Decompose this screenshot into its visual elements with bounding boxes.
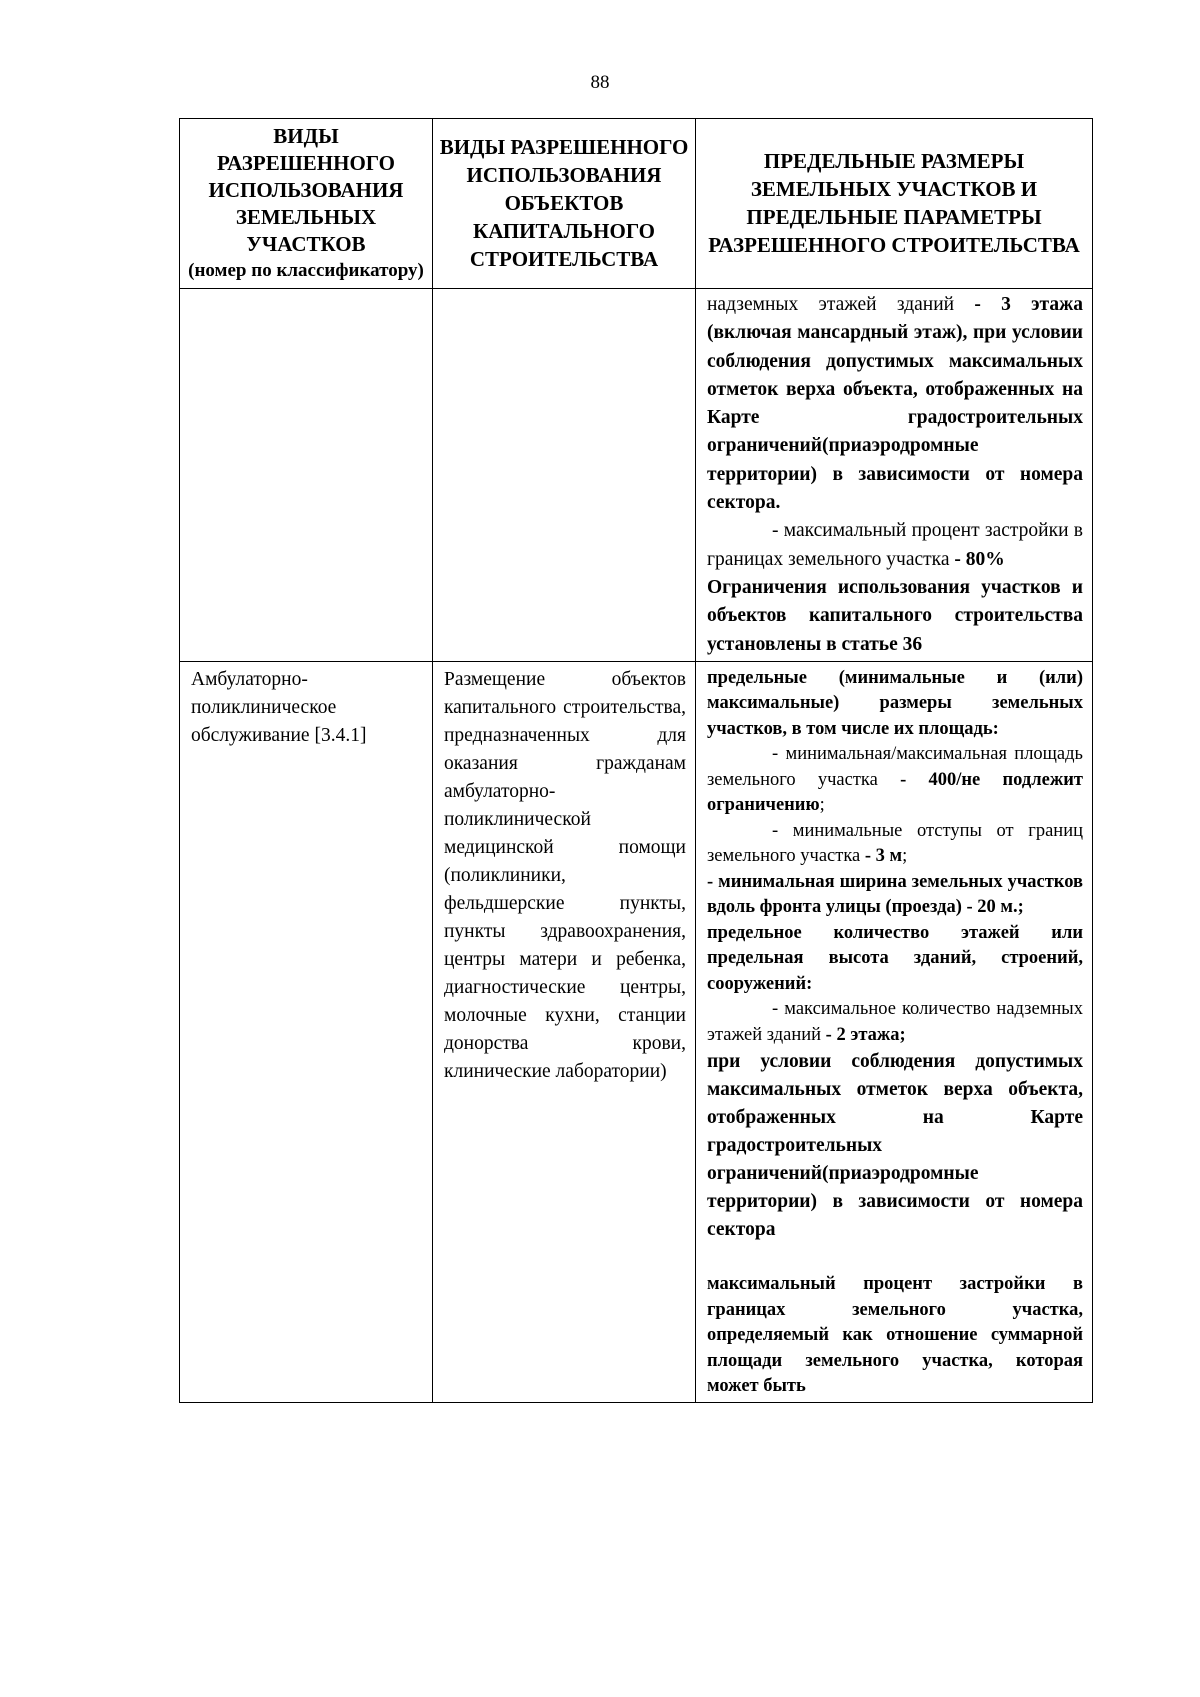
page-number: 88 xyxy=(590,72,610,93)
row2-floors-heading: предельное количество этажей или предельная высота зданий, строений, сооружений: xyxy=(707,922,1083,994)
row2-height-condition: при условии соблюдения допустимых максимальных отметок верха объекта, отображенных на Карте градостроительных ограничений(приаэродромные территории) в зависимости от номера сектора xyxy=(707,1051,1083,1241)
row1-coverage-bold: - 80% xyxy=(949,548,1005,570)
table-row xyxy=(180,289,1093,662)
row2-floors-bold: - 2 этажа; xyxy=(821,1024,906,1045)
header-limit-parameters: ПРЕДЕЛЬНЫЕ РАЗМЕРЫ ЗЕМЕЛЬНЫХ УЧАСТКОВ И ПРЕДЕЛЬНЫЕ ПАРАМЕТРЫ РАЗРЕШЕННОГО СТРОИТЕЛЬСТВА xyxy=(696,119,1093,289)
row2-coverage: максимальный процент застройки в границах земельного участка, определяемый как отношение суммарной площади земельного участка, которая может быть xyxy=(707,1274,1083,1397)
row2-setbacks-text: - минимальные отступы от границ земельного участка xyxy=(707,820,1083,867)
row2-setbacks xyxy=(707,819,1083,870)
row1-restrictions: Ограничения использования участков и объектов капитального строительства установлены в статье 36 xyxy=(707,576,1083,655)
row1-paragraph-floors xyxy=(707,291,1083,517)
row2-area-bold: - 400/не подлежит ограничению xyxy=(707,769,1083,816)
row2-setbacks-tail: ; xyxy=(902,846,908,867)
row2-setbacks-bold: - 3 м xyxy=(860,846,903,867)
header-col1-sub: (номер по классификатору) xyxy=(188,260,424,281)
row2-col2-description: Размещение объектов капитального строительства, предназначенных для оказания гражданам амбулаторно-поликлинической медицинской помощи (поликлиники, фельдшерские пункты, пункты здравоохранения, центры матери и ребенка, диагностические центры, молочные кухни, станции донорства крови, клинические лаборатории) xyxy=(433,661,696,1402)
row2-spacer xyxy=(707,1244,1083,1272)
row2-area-text: - минимальная/максимальная площадь земельного участка xyxy=(707,744,1083,790)
row2-floors xyxy=(707,997,1083,1048)
row1-floors-bold: - 3 этажа (включая мансардный этаж), при условии соблюдения допустимых максимальных отметок верха объекта, отображенных на Карте градостроительных ограничений(приаэродромные территории) в зависимости от номера сектора. xyxy=(707,294,1083,514)
row1-paragraph-coverage xyxy=(707,517,1083,574)
row1-floors-text: надземных этажей зданий xyxy=(707,294,955,315)
table-row xyxy=(180,661,1093,1402)
row2-col1-land-use: Амбулаторно-поликлиническое обслуживание [3.4.1] xyxy=(180,661,433,1402)
row2-width: - минимальная ширина земельных участков вдоль фронта улицы (проезда) - 20 м.; xyxy=(707,871,1083,918)
row1-col1 xyxy=(180,289,433,662)
zoning-table xyxy=(179,118,1093,1403)
row2-size-limits-heading: предельные (минимальные и (или) максимальные) размеры земельных участков, в том числе их площадь: xyxy=(707,667,1083,739)
row2-area-tail: ; xyxy=(819,795,825,816)
row2-floors-text: - максимальное количество надземных этажей зданий xyxy=(707,999,1083,1045)
row2-area xyxy=(707,742,1083,819)
table-header-row xyxy=(180,119,1093,289)
row1-coverage-text: - максимальный процент застройки в границах земельного участка xyxy=(707,520,1083,570)
header-permitted-land-use xyxy=(180,119,433,289)
header-col1-main: ВИДЫ РАЗРЕШЕННОГО ИСПОЛЬЗОВАНИЯ ЗЕМЕЛЬНЫХ УЧАСТКОВ xyxy=(208,124,404,256)
row2-col3-parameters xyxy=(696,661,1093,1402)
row1-col2 xyxy=(433,289,696,662)
row1-col3 xyxy=(696,289,1093,662)
header-permitted-capital-use: ВИДЫ РАЗРЕШЕННОГО ИСПОЛЬЗОВАНИЯ ОБЪЕКТОВ КАПИТАЛЬНОГО СТРОИТЕЛЬСТВА xyxy=(433,119,696,289)
